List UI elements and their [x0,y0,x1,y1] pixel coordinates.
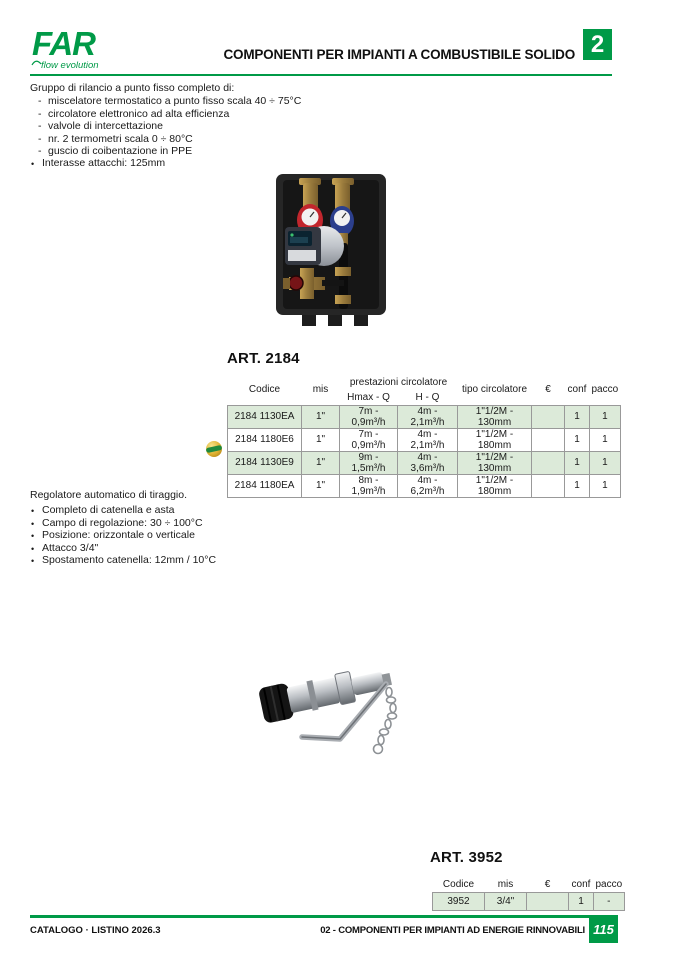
col-header-conf: conf [571,878,591,890]
feature-item: - valvole di intercettazione [30,120,360,132]
rilancio-feature-list [30,95,360,169]
table-art-2184 [227,375,621,498]
cell-pacco: 1 [590,405,621,428]
col-header-hq: H - Q [415,391,440,403]
cell-conf: 1 [569,892,594,910]
cell-conf: 1 [565,405,590,428]
col-header-mis: mis [312,384,329,396]
col-header-prestazioni: prestazioni circolatore [349,377,448,388]
col-header-euro: € [545,384,551,396]
tiraggio-feature-list [30,504,360,566]
cell-pacco: 1 [590,428,621,451]
cell-codice: 2184 1130E9 [228,451,302,474]
col-header-euro: € [544,878,551,890]
cell-euro [532,428,565,451]
footer-catalog-label: CATALOGO · LISTINO 2026.3 [30,925,161,936]
tiraggio-description [30,489,360,566]
cell-hmax: 7m - 0,9m³/h [340,428,398,451]
table-row [228,405,621,428]
far-logo [28,24,138,74]
page-title: COMPONENTI PER IMPIANTI A COMBUSTIBILE SOLIDO [223,47,575,62]
col-header-tipo: tipo circolatore [461,384,528,396]
cell-mis: 1" [302,474,340,497]
feature-item: - miscelatore termostatico a punto fisso scala 40 ÷ 75°C [30,95,360,107]
table-row [433,892,625,910]
cell-codice: 2184 1180E6 [228,428,302,451]
footer-chapter-label: 02 - COMPONENTI PER IMPIANTI AD ENERGIE RINNOVABILI [320,925,585,936]
feature-item: - circolatore elettronico ad alta efficienza [30,108,360,120]
cell-mis: 1" [302,405,340,428]
cell-euro [532,405,565,428]
chapter-badge: 2 [583,29,612,60]
cell-codice: 3952 [433,892,485,910]
cell-hq: 4m - 2,1m³/h [398,405,458,428]
rilancio-intro: Gruppo di rilancio a punto fisso completo di: [30,82,235,94]
feature-item: • Spostamento catenella: 12mm / 10°C [30,554,360,566]
cell-mis: 3/4" [485,892,527,910]
nuovo-badge-icon [205,440,223,458]
product-photo-pump-group [272,169,392,327]
table-row [228,451,621,474]
cell-hmax: 8m - 1,9m³/h [340,474,398,497]
cell-euro [532,474,565,497]
logo-tagline: flow evolution [41,60,99,71]
table-art-3952 [432,877,625,911]
cell-euro [532,451,565,474]
feature-item: • Campo di regolazione: 30 ÷ 100°C [30,517,360,529]
product-photo-draft-regulator [254,642,416,768]
footer-rule [30,915,612,918]
cell-hq: 4m - 3,6m³/h [398,451,458,474]
cell-tipo: 1"1/2M - 130mm [458,405,532,428]
feature-item: • Completo di catenella e asta [30,504,360,516]
article-title-3952: ART. 3952 [430,849,503,866]
col-header-codice: Codice [248,384,281,396]
rilancio-description [30,82,360,170]
cell-conf: 1 [565,474,590,497]
tiraggio-intro: Regolatore automatico di tiraggio. [30,489,188,501]
cell-hmax: 9m - 1,5m³/h [340,451,398,474]
cell-tipo: 1"1/2M - 180mm [458,474,532,497]
col-header-hmax: Hmax - Q [347,391,390,403]
feature-item: - nr. 2 termometri scala 0 ÷ 80°C [30,133,360,145]
feature-item: • Attacco 3/4" [30,542,360,554]
cell-hq: 4m - 6,2m³/h [398,474,458,497]
cell-pacco: 1 [590,451,621,474]
article-title-2184: ART. 2184 [227,350,300,367]
draft-regulator-illustration [254,642,416,768]
feature-item: - guscio di coibentazione in PPE [30,145,360,157]
cell-pacco: 1 [590,474,621,497]
cell-hq: 4m - 2,1m³/h [398,428,458,451]
far-logo-graphic [28,24,138,74]
table-header [433,877,625,892]
svg-text:FAR: FAR [32,25,95,62]
cell-hmax: 7m - 0,9m³/h [340,405,398,428]
col-header-pacco: pacco [595,878,623,890]
page-number-badge: 115 [589,915,618,943]
cell-tipo: 1"1/2M - 180mm [458,428,532,451]
cell-conf: 1 [565,451,590,474]
cell-mis: 1" [302,451,340,474]
cell-tipo: 1"1/2M - 130mm [458,451,532,474]
cell-euro [527,892,569,910]
cell-codice: 2184 1180EA [228,474,302,497]
col-header-codice: Codice [442,878,475,890]
cell-conf: 1 [565,428,590,451]
cell-codice: 2184 1130EA [228,405,302,428]
pump-group-illustration [272,169,392,327]
feature-item: • Posizione: orizzontale o verticale [30,529,360,541]
col-header-pacco: pacco [591,384,619,396]
feature-item: • Interasse attacchi: 125mm [30,157,360,169]
table-row [228,428,621,451]
header-rule [30,74,612,76]
col-header-conf: conf [567,384,587,396]
cell-mis: 1" [302,428,340,451]
col-header-mis: mis [497,878,514,890]
table-header [228,375,621,405]
cell-pacco: - [594,892,625,910]
